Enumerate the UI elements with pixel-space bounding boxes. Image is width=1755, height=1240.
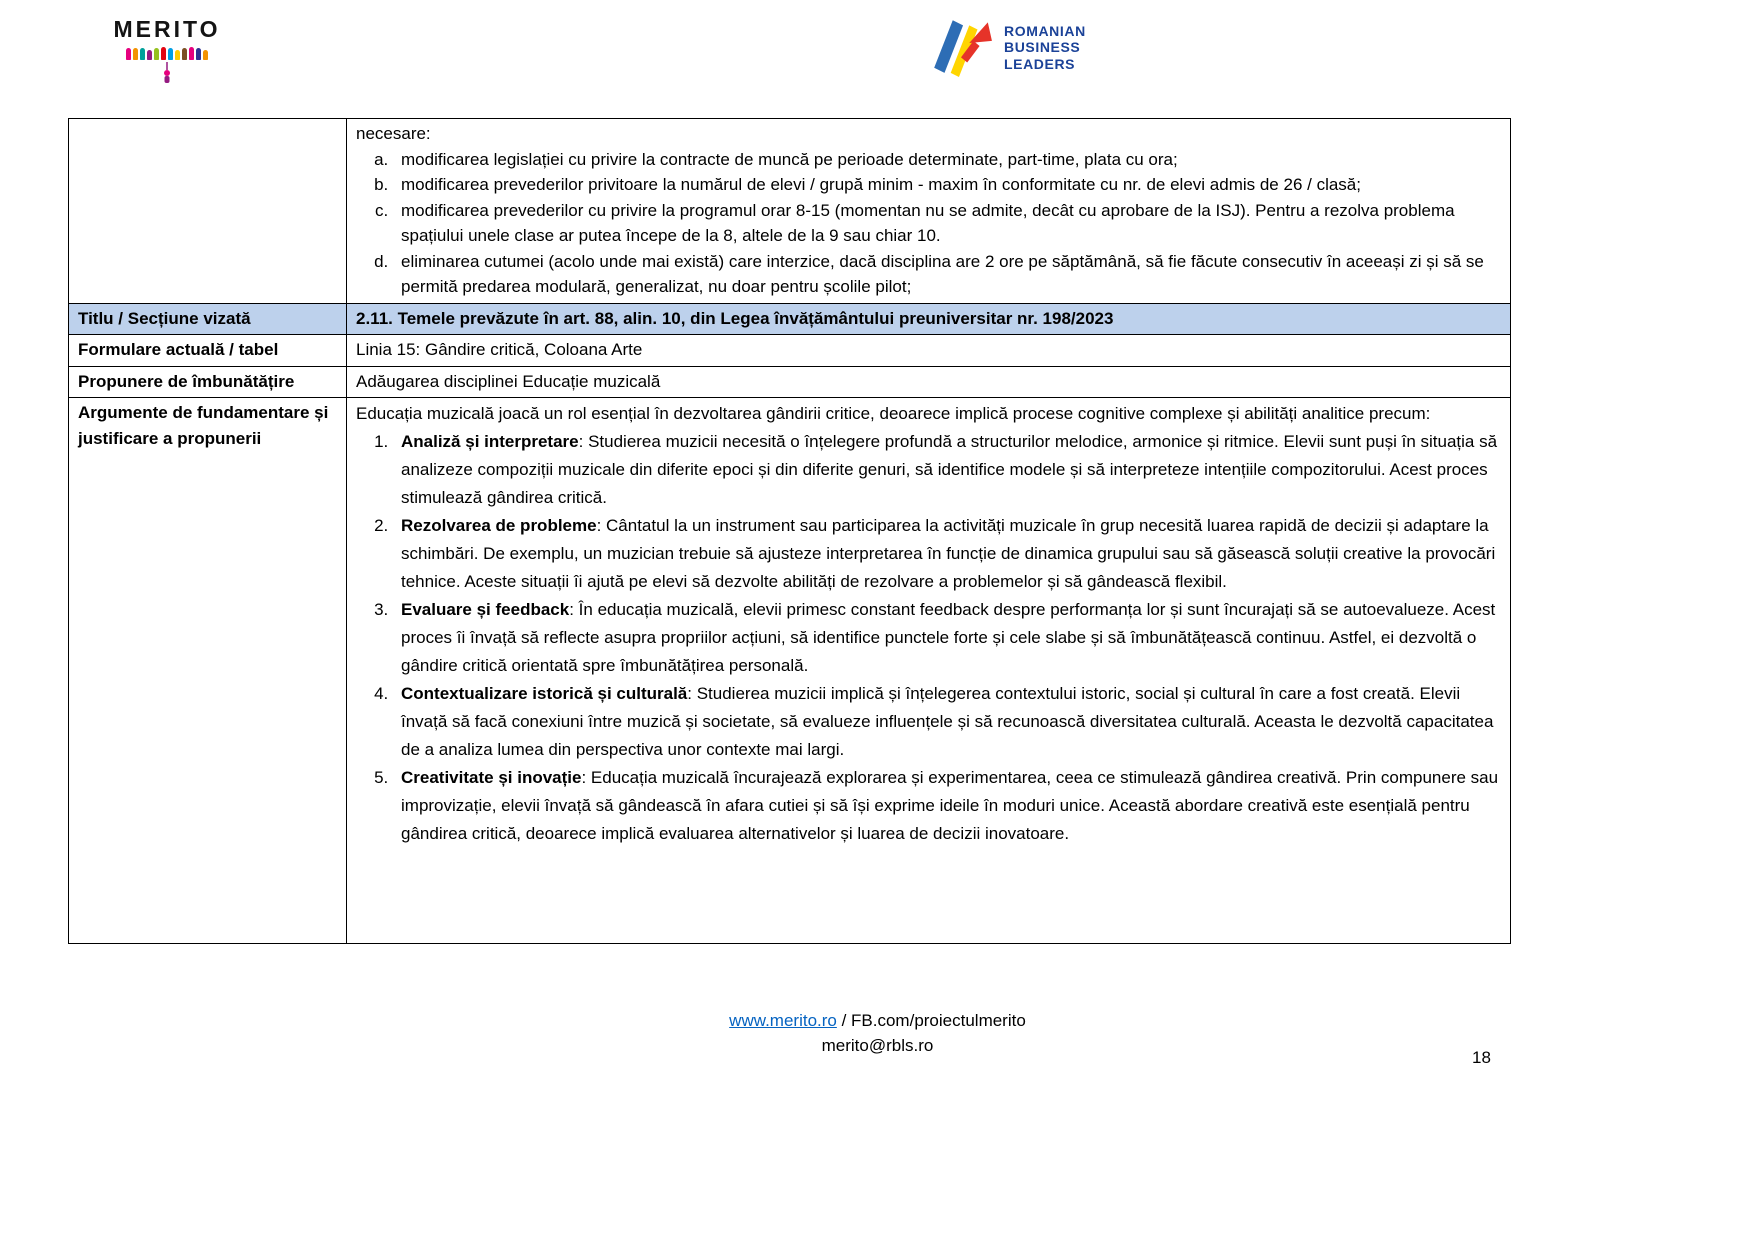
page-footer: [0, 1008, 1755, 1058]
item-text: : Studierea muzicii implică și înțelegerea contextului istoric, social și cultural în care a fost creată. Elevii învață să facă conexiuni între muzică și societate, să evalueze influențele și să recunoască diversitatea culturală. Aceasta le dezvoltă capacitatea de a analiza lumea din perspectiva unor contexte mai largi.: [401, 684, 1494, 759]
item-title: Rezolvarea de probleme: [401, 516, 597, 535]
item-text: : Cântatul la un instrument sau participarea la activități muzicale în grup necesită luarea rapidă de decizii și adaptare la schimbări. De exemplu, un muzician trebuie să ajusteze interpretarea în funcție de dinamica grupului sau să găsească soluții creative la provocări tehnice. Aceste situații îi ajută pe elevi să dezvolte abilități de rezolvare a problemelor și să gândească flexibil.: [401, 516, 1496, 591]
footer-email: merito@rbls.ro: [821, 1036, 934, 1055]
page-number: 18: [1472, 1048, 1491, 1067]
merito-website-link[interactable]: www.merito.ro: [729, 1011, 837, 1030]
row-value-titlu: 2.11. Temele prevăzute în art. 88, alin. 10, din Legea învățământului preuniversitar nr. 198/2023: [347, 303, 1511, 335]
footer-line-1: [0, 1008, 1755, 1033]
rbl-logo-text: ROMANIAN BUSINESS LEADERS: [1004, 22, 1086, 72]
item-text: : Studierea muzicii necesită o înțelegere profundă a structurilor melodice, armonice și ritmice. Elevii sunt puși în situația să analizeze compoziții muzicale din diferite epoci și din diferite genuri, să identifice modele și să interpreteze intențiile compozitorului. Acest proces stimulează gândirea critică.: [401, 432, 1498, 507]
item-title: Evaluare și feedback: [401, 600, 570, 619]
list-item: d. eliminarea cutumei (acolo unde mai există) care interzice, dacă disciplina are 2 ore pe săptămână, să fie făcute consecutiv în aceeași zi și să se permită predarea modulară, generalizat, nu doar pentru școlile pilot;: [393, 249, 1502, 300]
list-item: [393, 596, 1502, 680]
item-title: Analiză și interpretare: [401, 432, 579, 451]
empty-label-cell: [69, 119, 347, 304]
list-item: [393, 428, 1502, 512]
row-label-titlu: Titlu / Secțiune vizată: [69, 303, 347, 335]
argumente-intro: Educația muzicală joacă un rol esențial în dezvoltarea gândirii critice, deoarece implică procese cognitive complexe și abilități analitice precum:: [356, 404, 1431, 423]
numbered-list: [356, 428, 1502, 848]
row-value-propunere: Adăugarea disciplinei Educație muzicală: [347, 366, 1511, 398]
row-value-formulare: Linia 15: Gândire critică, Coloana Arte: [347, 335, 1511, 367]
rbl-logo: [930, 12, 1086, 83]
merito-hanging-figure-icon: [112, 62, 222, 91]
list-item: a. modificarea legislației cu privire la contracte de muncă pe perioade determinate, part-time, plata cu ora;: [393, 147, 1502, 173]
lettered-list: [356, 147, 1502, 300]
table-row-argumente: [69, 398, 1511, 944]
list-item: [393, 680, 1502, 764]
list-item: [393, 764, 1502, 848]
list-item: c. modificarea prevederilor cu privire la programul orar 8-15 (momentan nu se admite, decât cu aprobare de la ISJ). Pentru a rezolva problema spațiului unele clase ar putea începe de la 8, altele de la 9 sau chiar 10.: [393, 198, 1502, 249]
continuation-cell: [347, 119, 1511, 304]
merito-logo-wordmark: MERITO: [113, 16, 221, 42]
table-row-titlu: [69, 303, 1511, 335]
merito-people-icons: [112, 46, 222, 60]
table-row-formulare: [69, 335, 1511, 367]
item-title: Creativitate și inovație: [401, 768, 582, 787]
table-row-propunere: [69, 366, 1511, 398]
continuation-intro: necesare:: [356, 124, 431, 143]
list-item: [393, 512, 1502, 596]
merito-logo: [112, 16, 222, 91]
footer-fb-text: / FB.com/proiectulmerito: [836, 1011, 1026, 1030]
rbl-arrow-icon: [930, 12, 992, 83]
item-title: Contextualizare istorică și culturală: [401, 684, 688, 703]
list-item: b. modificarea prevederilor privitoare la numărul de elevi / grupă minim - maxim în conformitate cu nr. de elevi admis de 26 / clasă;: [393, 172, 1502, 198]
row-label-argumente: Argumente de fundamentare și justificare a propunerii: [69, 398, 347, 944]
row-label-formulare: Formulare actuală / tabel: [69, 335, 347, 367]
content-table: [68, 118, 1511, 944]
table-row-continuation: [69, 119, 1511, 304]
row-value-argumente: [347, 398, 1511, 944]
row-label-propunere: Propunere de îmbunătățire: [69, 366, 347, 398]
item-text: : Educația muzicală încurajează explorarea și experimentarea, ceea ce stimulează gândirea creativă. Prin compunere sau improvizație, elevii învață să gândească în afara cutiei și să își exprime ideile în moduri unice. Această abordare creativă este esențială pentru gândirea critică, deoarece implică evaluarea alternativelor și luarea de decizii inovatoare.: [401, 768, 1499, 843]
item-text: : În educația muzicală, elevii primesc constant feedback despre performanța lor și sunt încurajați să se autoevalueze. Acest proces îi învață să reflecte asupra propriilor acțiuni, să identifice punctele forte și cele slabe și să îmbunătățească continuu. Astfel, ei dezvoltă o gândire critică orientată spre îmbunătățirea personală.: [401, 600, 1496, 675]
